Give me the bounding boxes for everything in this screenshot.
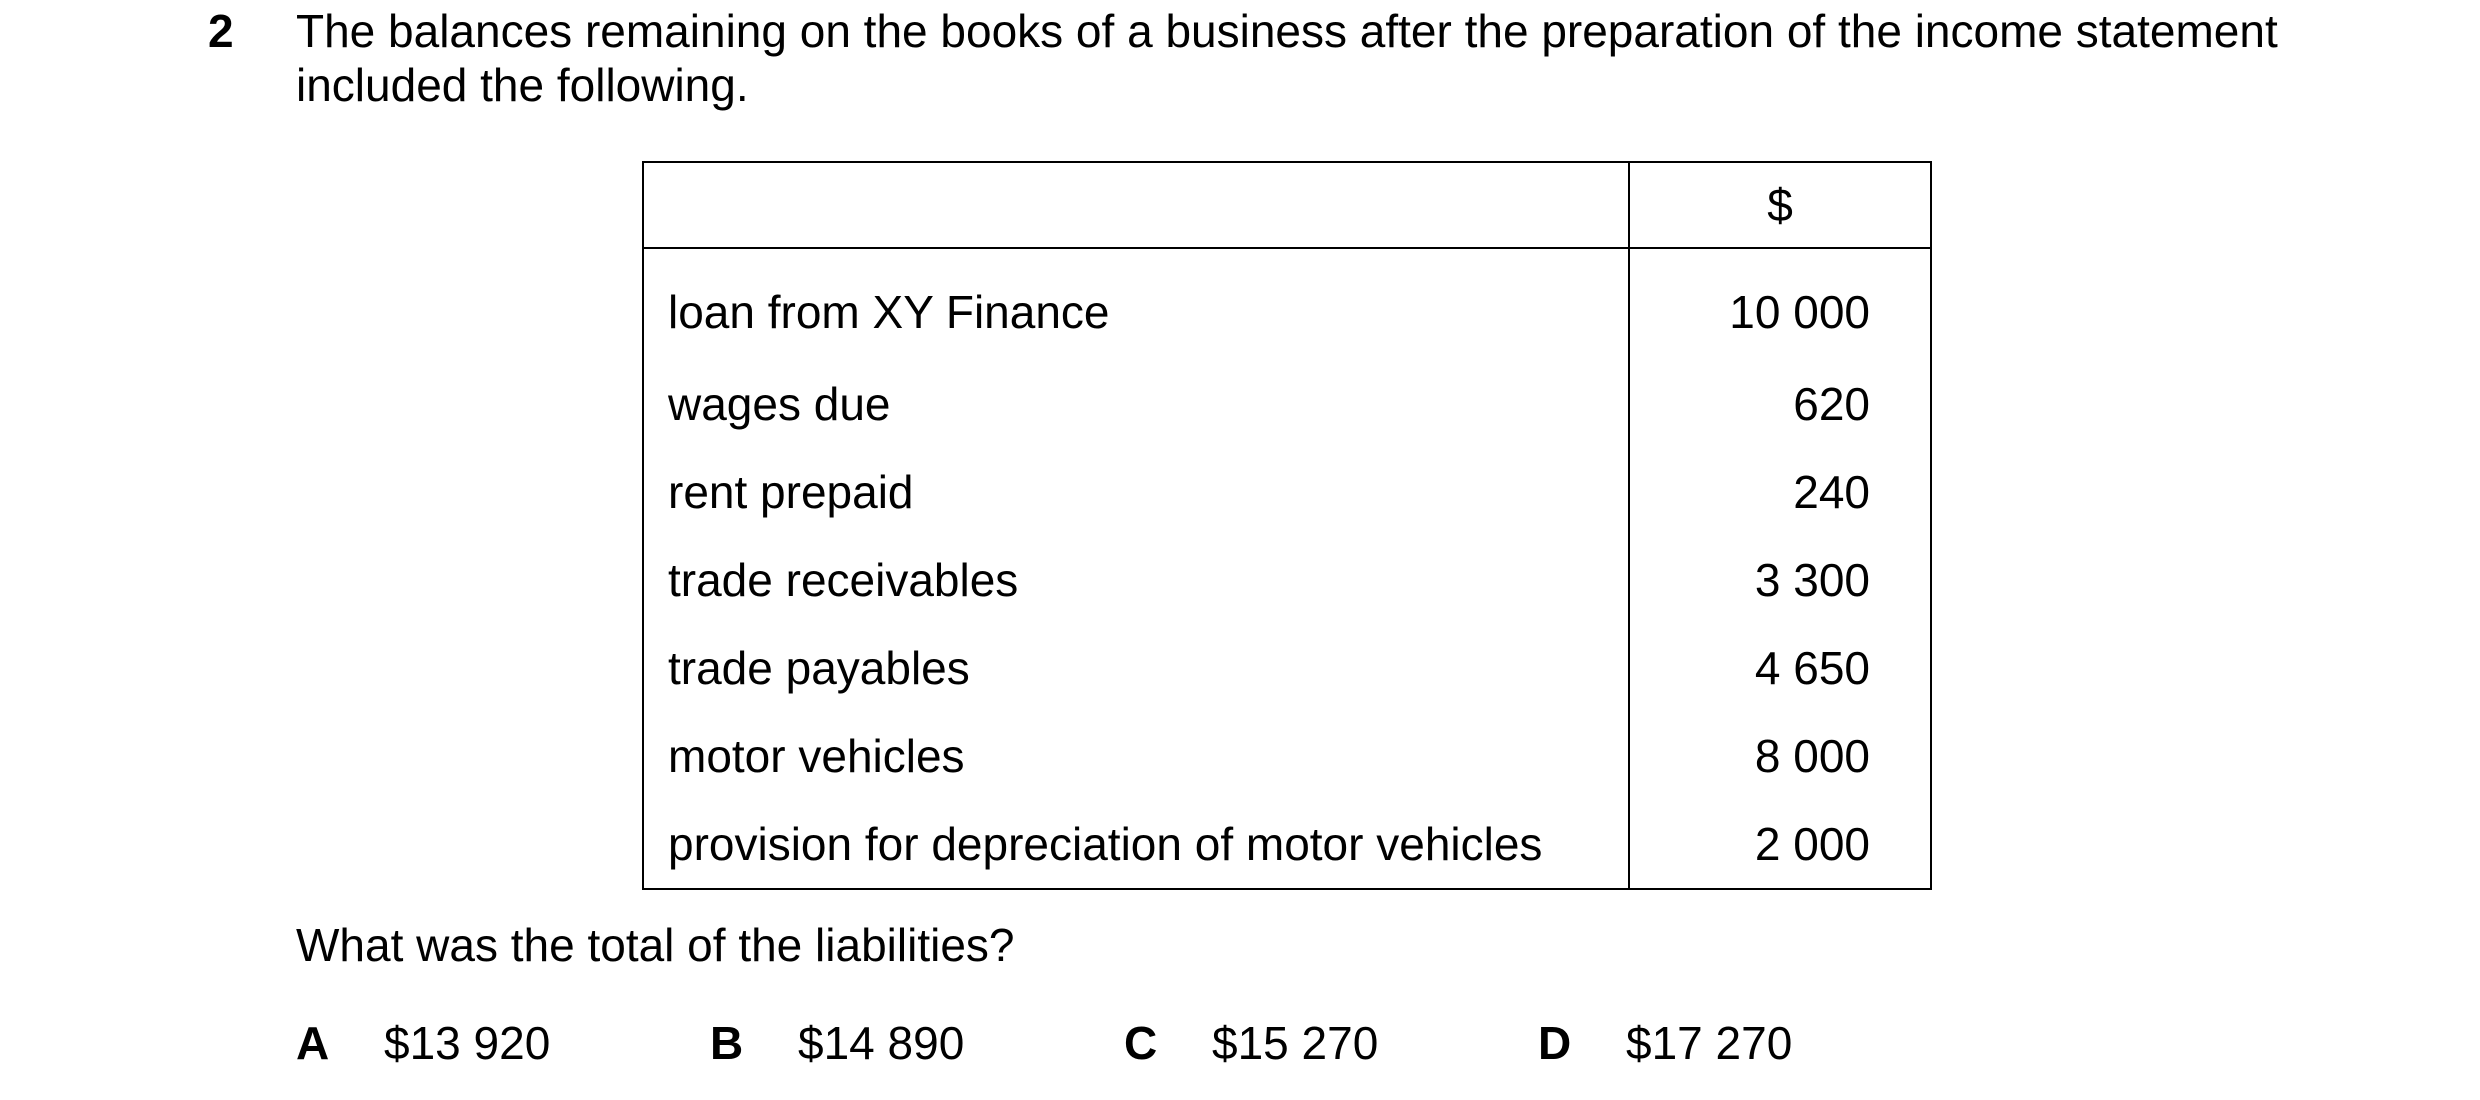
option-value: $13 920 (384, 1017, 551, 1069)
row-label: provision for depreciation of motor vehicles (643, 800, 1629, 889)
balances-table (642, 161, 1932, 890)
option-letter: B (710, 1017, 744, 1069)
option-d[interactable] (1538, 1016, 1792, 1070)
currency-header: $ (1629, 162, 1931, 248)
row-amount: 3 300 (1629, 536, 1931, 624)
option-value: $17 270 (1626, 1017, 1793, 1069)
option-letter: A (296, 1017, 330, 1069)
row-amount: 2 000 (1629, 800, 1931, 889)
row-amount: 4 650 (1629, 624, 1931, 712)
table-row (643, 624, 1931, 712)
question-number: 2 (208, 5, 234, 57)
row-label: motor vehicles (643, 712, 1629, 800)
row-amount: 240 (1629, 448, 1931, 536)
table-row (643, 712, 1931, 800)
row-label: loan from XY Finance (643, 248, 1629, 360)
row-label: trade receivables (643, 536, 1629, 624)
question-stem: The balances remaining on the books of a business after the preparation of the income statement included the following. (296, 5, 2278, 111)
table-row (643, 800, 1931, 889)
option-a[interactable] (296, 1016, 550, 1070)
question-prompt: What was the total of the liabilities? (296, 919, 1015, 971)
option-c[interactable] (1124, 1016, 1378, 1070)
option-value: $14 890 (798, 1017, 965, 1069)
row-amount: 8 000 (1629, 712, 1931, 800)
option-b[interactable] (710, 1016, 964, 1070)
table-row (643, 360, 1931, 448)
option-letter: D (1538, 1017, 1572, 1069)
row-label: trade payables (643, 624, 1629, 712)
row-amount: 620 (1629, 360, 1931, 448)
table-header-row (643, 162, 1931, 248)
row-label: wages due (643, 360, 1629, 448)
option-letter: C (1124, 1017, 1158, 1069)
table-row (643, 448, 1931, 536)
table-row (643, 248, 1931, 360)
option-value: $15 270 (1212, 1017, 1379, 1069)
table-row (643, 536, 1931, 624)
row-label: rent prepaid (643, 448, 1629, 536)
header-blank-cell (643, 162, 1629, 248)
row-amount: 10 000 (1629, 248, 1931, 360)
